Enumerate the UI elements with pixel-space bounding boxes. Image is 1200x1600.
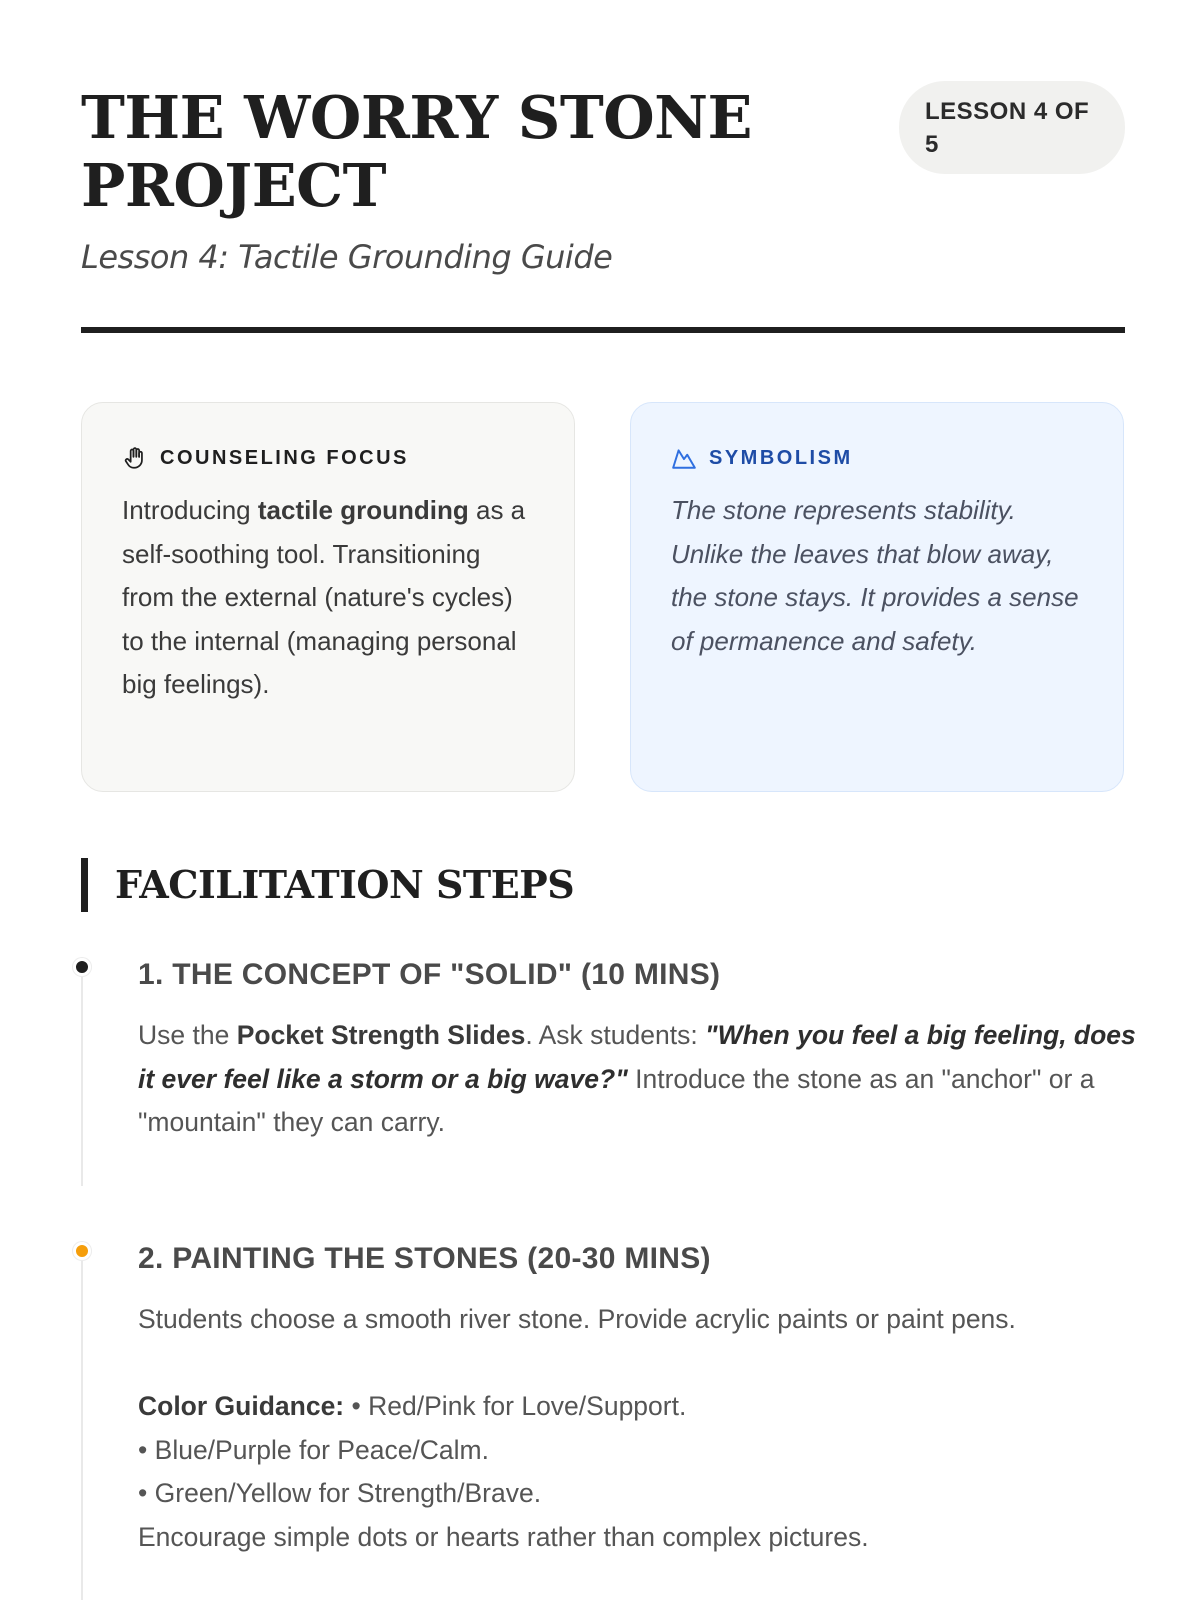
step-1 [138, 953, 1138, 1145]
step-2-body [138, 1298, 1138, 1559]
page-header [81, 84, 1125, 276]
step-2-intro: Students choose a smooth river stone. Provide acrylic paints or paint pens. [138, 1304, 1016, 1334]
step-2 [138, 1237, 1138, 1559]
step-2-closing: Encourage simple dots or hearts rather than complex pictures. [138, 1521, 869, 1552]
symbolism-card [630, 402, 1124, 792]
pocket-strength-slides: Pocket Strength Slides [236, 1020, 526, 1050]
counseling-focus-text: Introducing tactile grounding as a self-soothing tool. Transitioning from the external (nature's cycles) to the internal (managing personal big feelings). [122, 495, 526, 699]
lesson-badge: LESSON 4 OF 5 [899, 81, 1125, 174]
step-1-marker [73, 958, 91, 976]
counseling-focus-label: COUNSELING FOCUS [160, 446, 409, 469]
color-guidance-item: • Green/Yellow for Strength/Brave. [138, 1478, 542, 1508]
timeline-line [81, 1248, 83, 1600]
step-2-marker [73, 1242, 91, 1260]
step-1-body: Use the Pocket Strength Slides. Ask students: "When you feel a big feeling, does it ever feel like a storm or a big wave?" Introduce the stone as an "anchor" or a "mountain" they can carry. [138, 1020, 1136, 1137]
student-question-quote: "When you feel a big feeling, does it ever feel like a storm or a big wave?" [138, 1020, 1136, 1094]
symbolism-heading [671, 445, 1083, 471]
tactile-grounding-term: tactile grounding [257, 495, 469, 525]
mountain-icon [671, 445, 697, 471]
color-guidance-item: • Blue/Purple for Peace/Calm. [138, 1434, 489, 1465]
counseling-focus-card [81, 402, 575, 792]
color-guidance-label: Color Guidance: [138, 1391, 345, 1421]
step-1-title: 1. THE CONCEPT OF "SOLID" (10 MINS) [138, 958, 721, 991]
header-divider [81, 327, 1125, 333]
timeline-line [81, 958, 83, 1186]
counseling-focus-heading [122, 445, 534, 471]
step-2-title: 2. PAINTING THE STONES (20-30 MINS) [138, 1242, 711, 1275]
page-subtitle: Lesson 4: Tactile Grounding Guide [81, 238, 613, 276]
color-guidance-item: Color Guidance: • Red/Pink for Love/Support. [138, 1391, 687, 1421]
facilitation-steps-heading: FACILITATION STEPS [81, 858, 574, 912]
symbolism-label: SYMBOLISM [709, 446, 853, 469]
hand-icon [122, 445, 148, 471]
symbolism-text: The stone represents stability. Unlike the leaves that blow away, the stone stays. It provides a sense of permanence and safety. [671, 495, 1079, 656]
page-title: THE WORRY STONE PROJECT [81, 83, 753, 220]
